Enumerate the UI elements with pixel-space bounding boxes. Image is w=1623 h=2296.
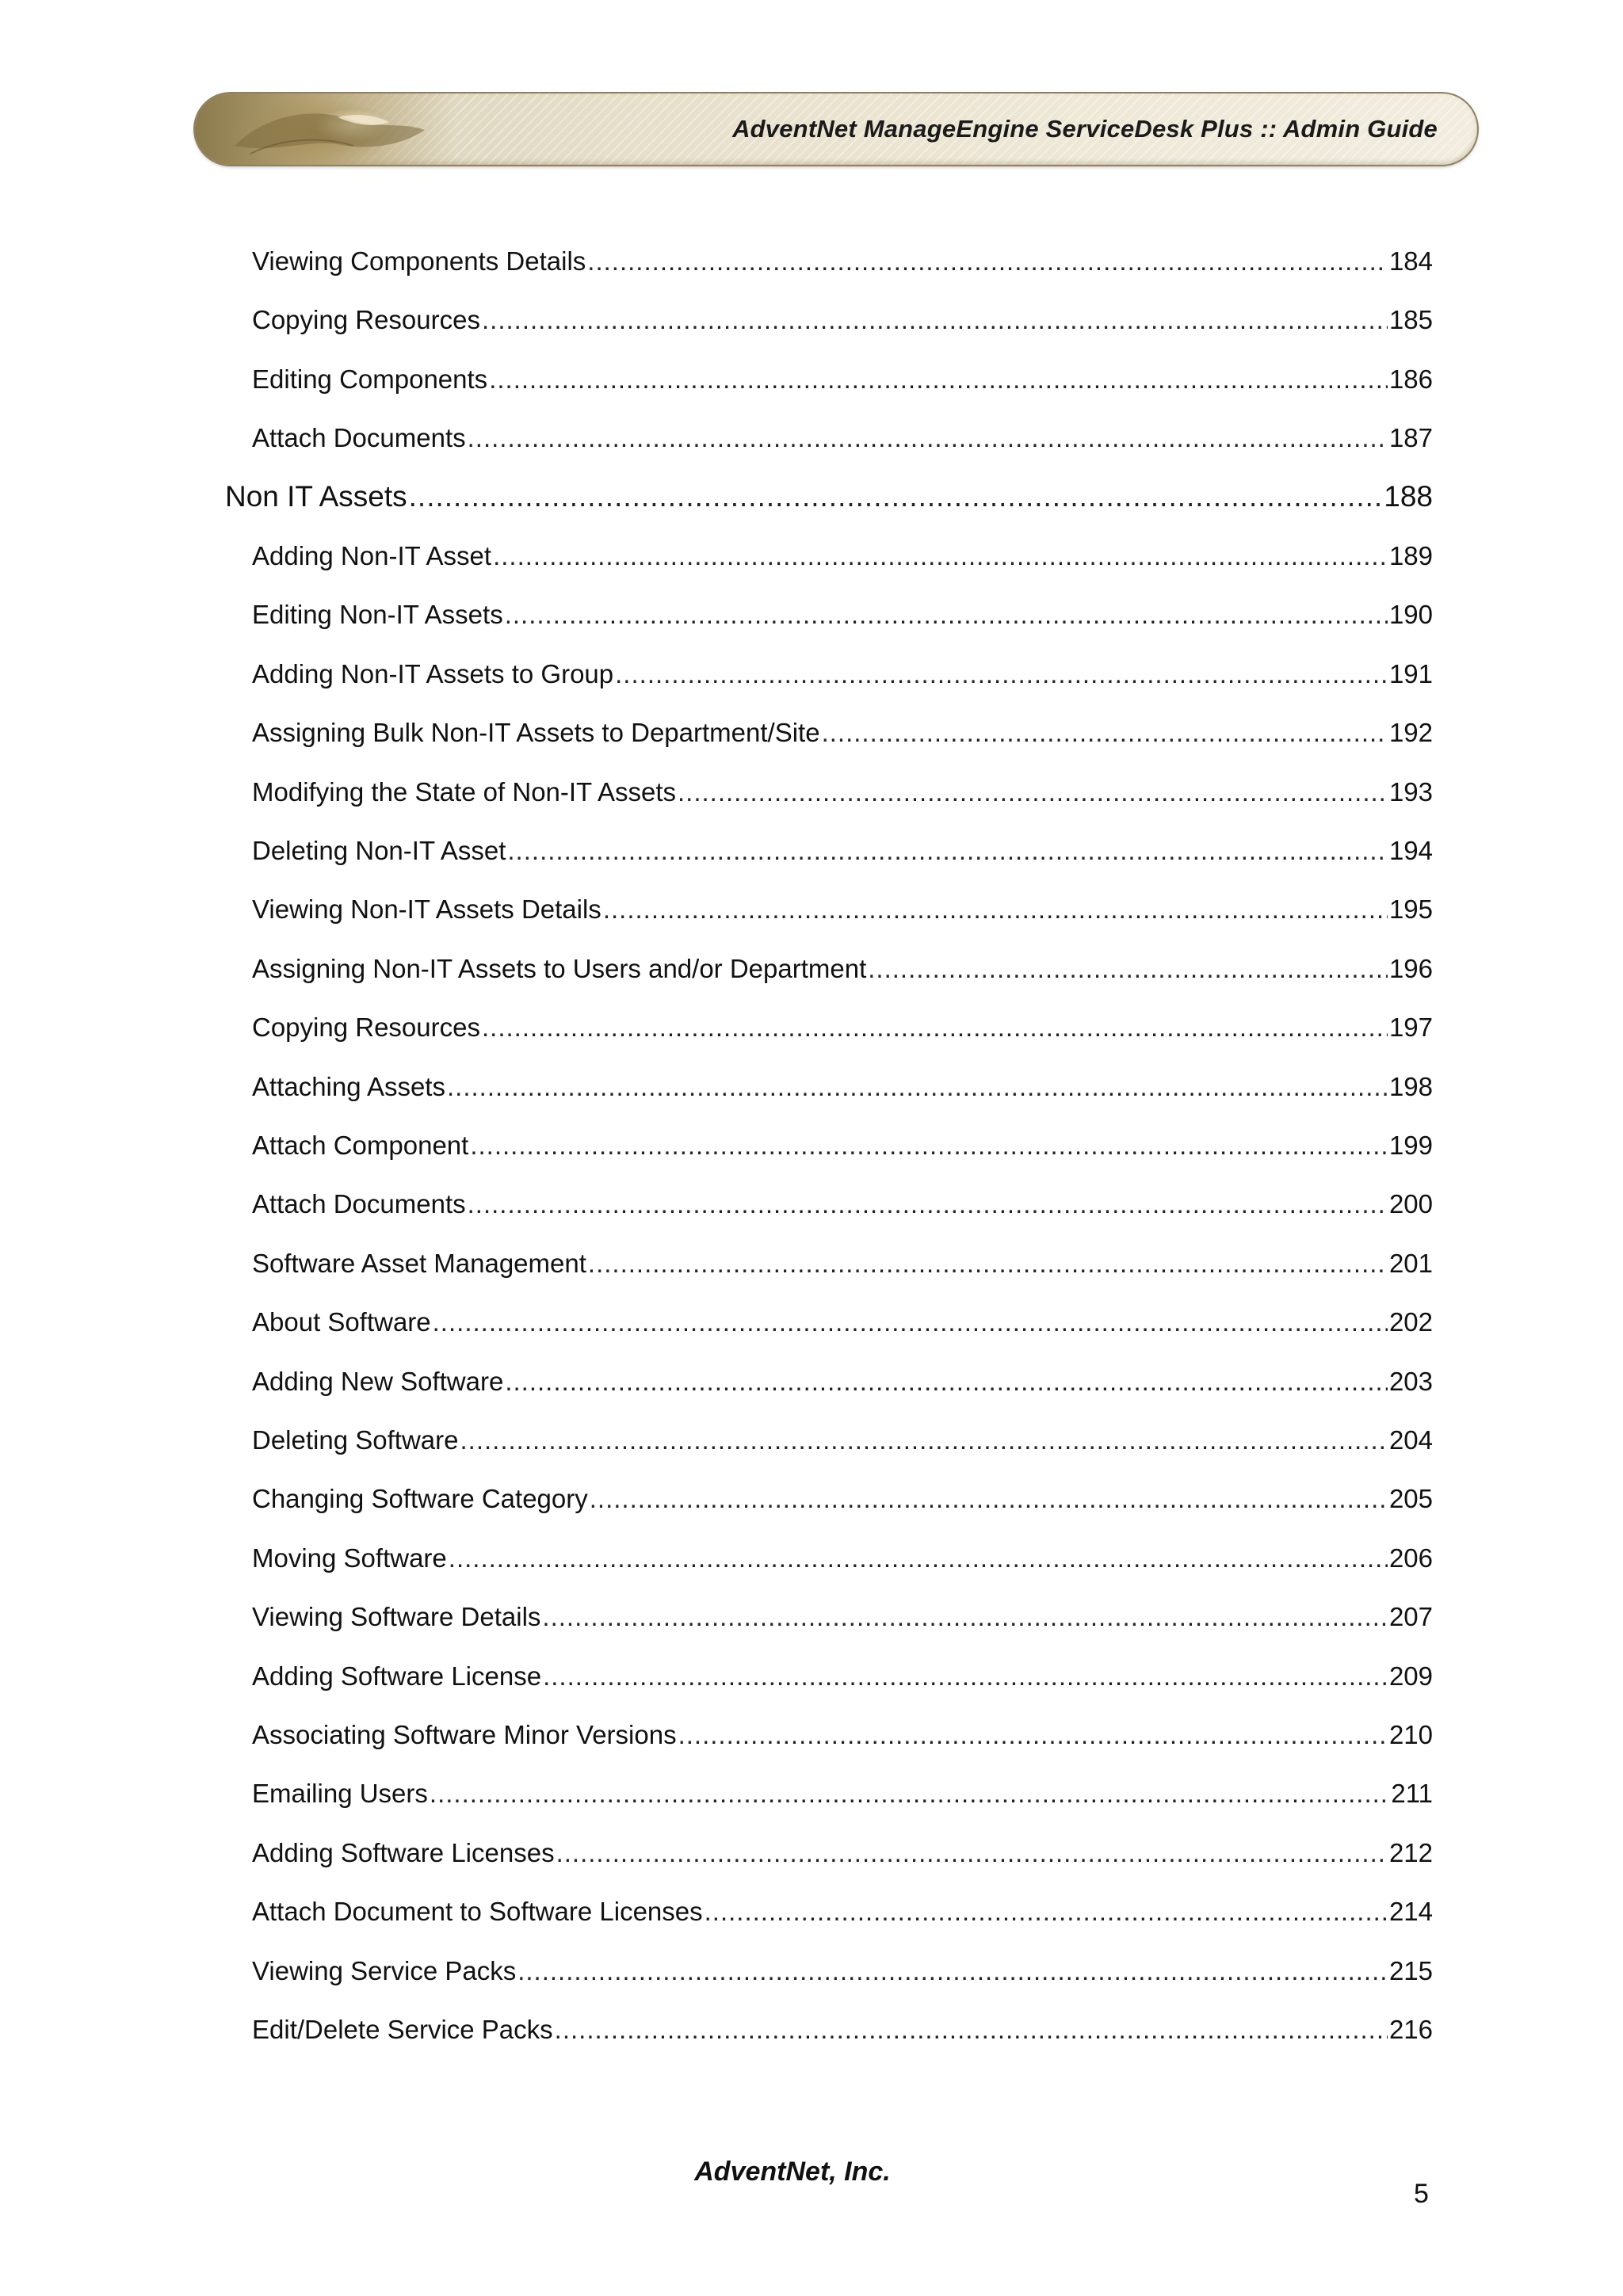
toc-entry[interactable] xyxy=(252,1779,1433,1809)
toc-entry-page: 209 xyxy=(1388,1661,1433,1691)
toc-dot-leader xyxy=(555,2015,1388,2045)
toc-entry[interactable] xyxy=(252,1720,1433,1750)
toc-dot-leader xyxy=(468,423,1388,453)
toc-entry-page: 211 xyxy=(1391,1779,1433,1809)
toc-entry[interactable] xyxy=(252,1543,1433,1573)
toc-entry-page: 189 xyxy=(1388,541,1433,570)
toc-dot-leader xyxy=(430,1779,1389,1809)
toc-dot-leader xyxy=(615,659,1388,689)
toc-dot-leader xyxy=(505,600,1388,630)
toc-entry[interactable] xyxy=(252,954,1433,984)
toc-entry-label: Adding Software Licenses xyxy=(252,1837,555,1867)
toc-entry[interactable] xyxy=(252,777,1433,807)
toc-entry-label: Viewing Service Packs xyxy=(252,1955,517,1985)
toc-entry-page: 214 xyxy=(1388,1897,1433,1927)
toc-entry-page: 210 xyxy=(1388,1720,1433,1749)
toc-entry-page: 195 xyxy=(1388,894,1433,925)
toc-dot-leader xyxy=(822,718,1388,748)
toc-entry[interactable] xyxy=(252,894,1433,925)
toc-entry[interactable] xyxy=(252,1838,1433,1868)
document-title: AdventNet ManageEngine ServiceDesk Plus :: Admin Guide xyxy=(732,115,1438,143)
toc-dot-leader xyxy=(505,1367,1388,1397)
toc-entry-label: Attach Document to Software Licenses xyxy=(252,1897,703,1927)
toc-entry-label: Changing Software Category xyxy=(252,1484,588,1514)
toc-dot-leader xyxy=(433,1307,1388,1337)
toc-entry-page: 203 xyxy=(1388,1366,1433,1396)
toc-entry-page: 186 xyxy=(1388,364,1433,394)
toc-entry[interactable] xyxy=(252,246,1433,277)
toc-entry-page: 194 xyxy=(1388,836,1433,865)
toc-entry-label: Assigning Bulk Non-IT Assets to Department/Site xyxy=(252,718,820,748)
toc-entry-page: 187 xyxy=(1388,423,1433,453)
footer-company: AdventNet, Inc. xyxy=(694,2157,891,2187)
toc-dot-leader xyxy=(543,1661,1388,1691)
toc-dot-leader xyxy=(489,364,1388,395)
toc-entry-page: 197 xyxy=(1388,1013,1433,1043)
toc-entry-label: Editing Components xyxy=(252,364,488,394)
toc-entry-label: Moving Software xyxy=(252,1543,447,1573)
toc-entry-label: Edit/Delete Service Packs xyxy=(252,2015,553,2044)
toc-entry-label: Editing Non-IT Assets xyxy=(252,600,503,630)
toc-entry[interactable] xyxy=(252,1249,1433,1279)
toc-entry-page: 193 xyxy=(1388,776,1433,807)
toc-entry[interactable] xyxy=(252,836,1433,866)
toc-entry-label: About Software xyxy=(252,1307,431,1337)
toc-entry-label: Copying Resources xyxy=(252,1013,480,1043)
toc-entry[interactable] xyxy=(252,541,1433,571)
toc-entry-page: 200 xyxy=(1388,1189,1433,1219)
toc-entry-page: 199 xyxy=(1388,1131,1433,1160)
toc-entry-page: 206 xyxy=(1388,1543,1433,1573)
toc-dot-leader xyxy=(678,1720,1388,1750)
toc-dot-leader xyxy=(603,894,1388,925)
toc-dot-leader xyxy=(587,246,1388,277)
toc-entry-label: Viewing Components Details xyxy=(252,246,586,276)
toc-entry[interactable] xyxy=(252,1013,1433,1043)
toc-entry[interactable] xyxy=(252,1307,1433,1337)
toc-entry-page: 185 xyxy=(1388,305,1433,335)
toc-entry-label: Deleting Software xyxy=(252,1425,459,1455)
header-banner xyxy=(193,92,1479,166)
toc-entry-page: 184 xyxy=(1388,246,1433,276)
page-number: 5 xyxy=(1414,2179,1429,2209)
toc-entry-label: Viewing Non-IT Assets Details xyxy=(252,894,601,925)
toc-dot-leader xyxy=(705,1897,1388,1927)
toc-entry-label: Associating Software Minor Versions xyxy=(252,1720,677,1749)
toc-entry-label: Adding Software License xyxy=(252,1661,542,1691)
toc-dot-leader xyxy=(449,1543,1388,1573)
toc-dot-leader xyxy=(468,1189,1388,1219)
toc-entry[interactable] xyxy=(252,1956,1433,1986)
toc-entry-page: 207 xyxy=(1388,1602,1433,1632)
toc-entry-label: Attach Component xyxy=(252,1131,469,1160)
toc-dot-leader xyxy=(588,1249,1388,1279)
toc-dot-leader xyxy=(409,480,1383,513)
toc-dot-leader xyxy=(482,305,1388,335)
toc-entry-label: Assigning Non-IT Assets to Users and/or Department xyxy=(252,953,867,983)
toc-entry-page: 212 xyxy=(1388,1837,1433,1867)
toc-entry-label: Software Asset Management xyxy=(252,1248,586,1278)
toc-entry-page: 216 xyxy=(1388,2015,1433,2044)
toc-dot-leader xyxy=(493,541,1388,571)
toc-entry-page: 188 xyxy=(1384,479,1433,513)
toc-entry[interactable] xyxy=(252,1131,1433,1161)
toc-entry[interactable] xyxy=(252,1072,1433,1102)
toc-dot-leader xyxy=(470,1131,1388,1161)
toc-dot-leader xyxy=(517,1956,1388,1986)
toc-entry-page: 205 xyxy=(1388,1484,1433,1514)
toc-entry[interactable] xyxy=(252,1897,1433,1927)
decorative-map-icon xyxy=(219,98,456,162)
toc-entry[interactable] xyxy=(252,423,1433,453)
toc-entry-page: 196 xyxy=(1388,953,1433,983)
toc-dot-leader xyxy=(542,1602,1388,1632)
toc-entry[interactable] xyxy=(252,305,1433,335)
toc-entry[interactable] xyxy=(252,2015,1433,2045)
toc-entry[interactable] xyxy=(252,718,1433,748)
toc-entry-label: Attaching Assets xyxy=(252,1071,445,1101)
toc-entry-page: 201 xyxy=(1388,1248,1433,1278)
toc-entry-page: 204 xyxy=(1388,1425,1433,1455)
toc-entry-label: Non IT Assets xyxy=(225,479,407,513)
toc-entry-page: 190 xyxy=(1388,600,1433,630)
toc-dot-leader xyxy=(447,1072,1388,1102)
toc-entry[interactable] xyxy=(252,1189,1433,1219)
toc-entry-page: 202 xyxy=(1388,1307,1433,1337)
toc-entry-label: Adding Non-IT Assets to Group xyxy=(252,658,614,688)
toc-entry-page: 191 xyxy=(1388,658,1433,688)
toc-entry-page: 198 xyxy=(1388,1071,1433,1101)
toc-section-entry[interactable] xyxy=(225,480,1433,513)
toc-entry[interactable] xyxy=(252,1484,1433,1514)
toc-dot-leader xyxy=(482,1013,1388,1043)
toc-entry-label: Adding Non-IT Asset xyxy=(252,541,492,570)
toc-entry-label: Modifying the State of Non-IT Assets xyxy=(252,776,676,807)
toc-dot-leader xyxy=(460,1425,1387,1455)
toc-entry-page: 215 xyxy=(1388,1955,1433,1985)
toc-dot-leader xyxy=(590,1484,1388,1514)
toc-entry[interactable] xyxy=(252,364,1433,395)
toc-dot-leader xyxy=(868,954,1388,984)
toc-entry[interactable] xyxy=(252,1661,1433,1691)
toc-entry[interactable] xyxy=(252,659,1433,689)
toc-dot-leader xyxy=(678,777,1388,807)
toc-entry-page: 192 xyxy=(1388,718,1433,748)
toc-entry[interactable] xyxy=(252,1367,1433,1397)
toc-entry-label: Deleting Non-IT Asset xyxy=(252,836,506,865)
toc-entry-label: Attach Documents xyxy=(252,423,466,453)
toc-dot-leader xyxy=(507,836,1388,866)
toc-entry-label: Emailing Users xyxy=(252,1779,428,1809)
toc-entry[interactable] xyxy=(252,600,1433,630)
toc-entry-label: Attach Documents xyxy=(252,1189,466,1219)
toc-entry[interactable] xyxy=(252,1602,1433,1632)
toc-entry-label: Copying Resources xyxy=(252,305,480,335)
toc-entry[interactable] xyxy=(252,1425,1433,1455)
toc-entry-label: Adding New Software xyxy=(252,1366,504,1396)
toc-entry-label: Viewing Software Details xyxy=(252,1602,541,1632)
header-decoration xyxy=(195,93,456,165)
toc-dot-leader xyxy=(556,1838,1388,1868)
